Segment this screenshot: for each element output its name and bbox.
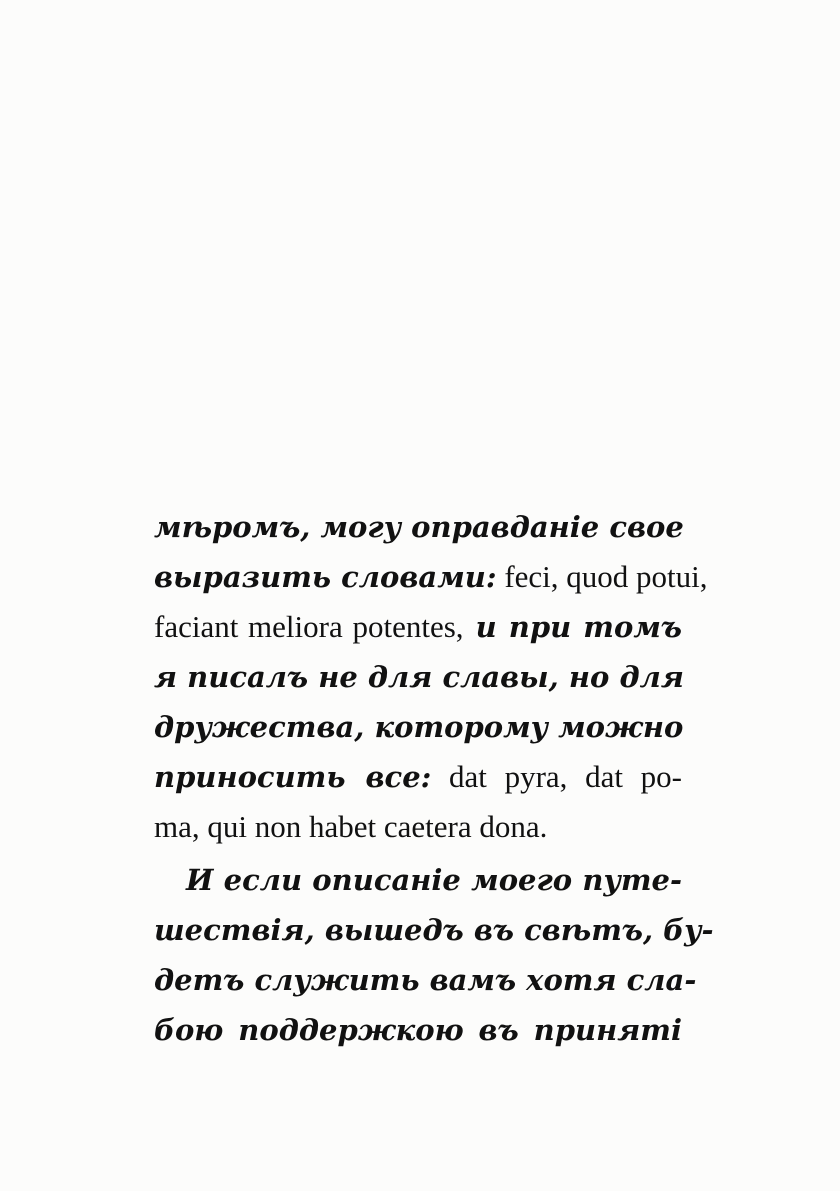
text-line bbox=[154, 602, 682, 652]
text-line bbox=[154, 855, 682, 905]
latin-quote: feci, quod potui, bbox=[496, 559, 708, 594]
text-span: я писалъ не для славы, но для bbox=[154, 660, 684, 694]
text-line bbox=[154, 502, 682, 552]
paragraph-2 bbox=[154, 855, 714, 1055]
text-span: и при томъ bbox=[463, 610, 682, 644]
text-span: дружества, которому можно bbox=[154, 710, 684, 744]
text-line bbox=[154, 802, 682, 852]
text-line bbox=[154, 905, 714, 955]
text-span: детъ служить вамъ хотя сла- bbox=[154, 963, 697, 997]
text-span: приносить все: bbox=[154, 760, 432, 794]
text-span: мѣромъ, могу оправданіе свое bbox=[154, 510, 684, 544]
latin-quote: ma, qui non habet caetera dona. bbox=[154, 809, 548, 844]
paragraph-1 bbox=[154, 502, 708, 852]
text-line bbox=[154, 552, 708, 602]
latin-quote: dat pyra, dat po- bbox=[431, 759, 682, 794]
text-span: бою поддержкою въ приняті bbox=[154, 1013, 682, 1047]
text-line bbox=[154, 1005, 682, 1055]
text-span: И если описаніе моего путе- bbox=[186, 863, 682, 897]
text-line bbox=[154, 955, 697, 1005]
text-line bbox=[154, 752, 682, 802]
latin-quote: faciant meliora potentes, bbox=[154, 609, 464, 644]
text-span: выразить словами: bbox=[154, 560, 497, 594]
text-line bbox=[154, 702, 682, 752]
text-span: шествія, вышедъ въ свѣтъ, бу- bbox=[154, 913, 714, 947]
text-line bbox=[154, 652, 682, 702]
